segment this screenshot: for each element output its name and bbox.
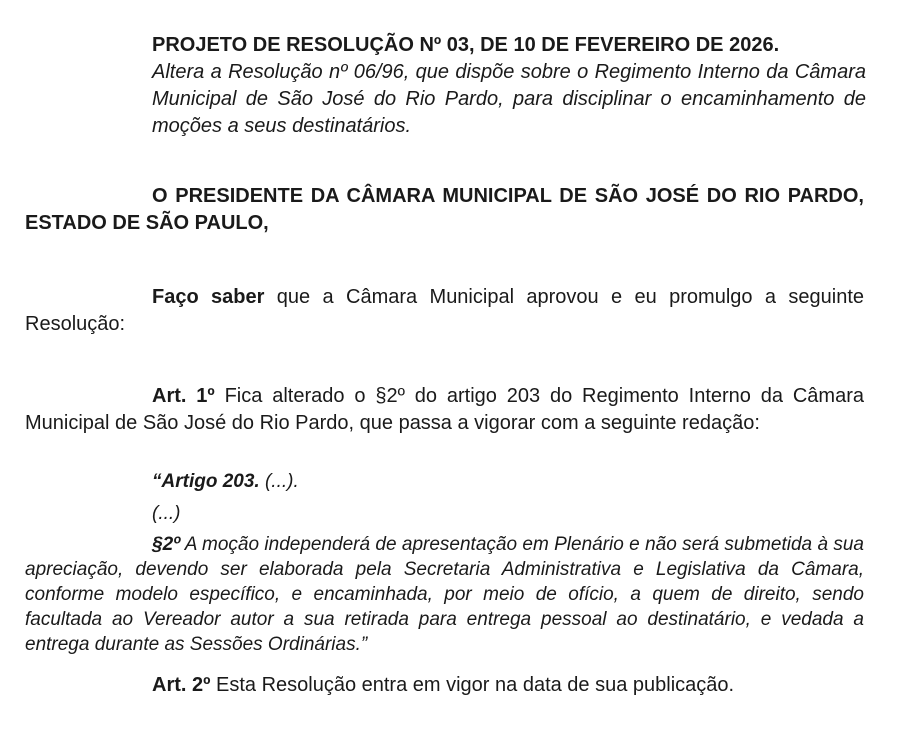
quoted-ellipsis: (...) [152, 503, 181, 524]
article-1 [25, 383, 864, 437]
article-2-number: Art. 2º [152, 674, 211, 696]
ementa-summary: Altera a Resolução nº 06/96, que dispõe sobre o Regimento Interno da Câmara Municipal de São José do Rio Pardo, para disciplinar o encaminhamento de moções a seus destinatários. [152, 61, 866, 137]
document-title: PROJETO DE RESOLUÇÃO Nº 03, DE 10 DE FEVEREIRO DE 2026. [152, 34, 780, 56]
article-1-text: Fica alterado o §2º do artigo 203 do Regimento Interno da Câmara Municipal de São José do Rio Pardo, que passa a vigorar com a seguinte redação: [25, 385, 864, 434]
enacting-text: que a Câmara Municipal aprovou e eu promulgo a seguinte Resolução: [25, 286, 864, 335]
quoted-paragraph-2 [25, 532, 864, 657]
quoted-artigo-203-lead: “Artigo 203. [152, 471, 260, 492]
enacting-lead: Faço saber [152, 286, 265, 308]
article-1-number: Art. 1º [152, 385, 215, 407]
enacting-clause [25, 284, 864, 338]
article-2 [25, 672, 864, 699]
preamble: O PRESIDENTE DA CÂMARA MUNICIPAL DE SÃO JOSÉ DO RIO PARDO, ESTADO DE SÃO PAULO, [25, 185, 864, 234]
quoted-paragraph-2-text: A moção independerá de apresentação em Plenário e não será submetida à sua apreciação, devendo ser elaborada pela Secretaria Administrativa e Legislativa da Câmara, conforme modelo específico, e encaminhada, por meio de ofício, a quem de direito, sendo facultada ao Vereador autor a sua retirada para entrega pessoal ao destinatário, e vedada a entrega durante as Sessões Ordinárias.” [25, 534, 864, 655]
article-2-text: Esta Resolução entra em vigor na data de sua publicação. [210, 674, 735, 696]
quoted-paragraph-2-number: §2º [152, 534, 181, 555]
quoted-artigo-203 [25, 469, 864, 494]
quoted-artigo-203-text: (...). [259, 471, 299, 492]
